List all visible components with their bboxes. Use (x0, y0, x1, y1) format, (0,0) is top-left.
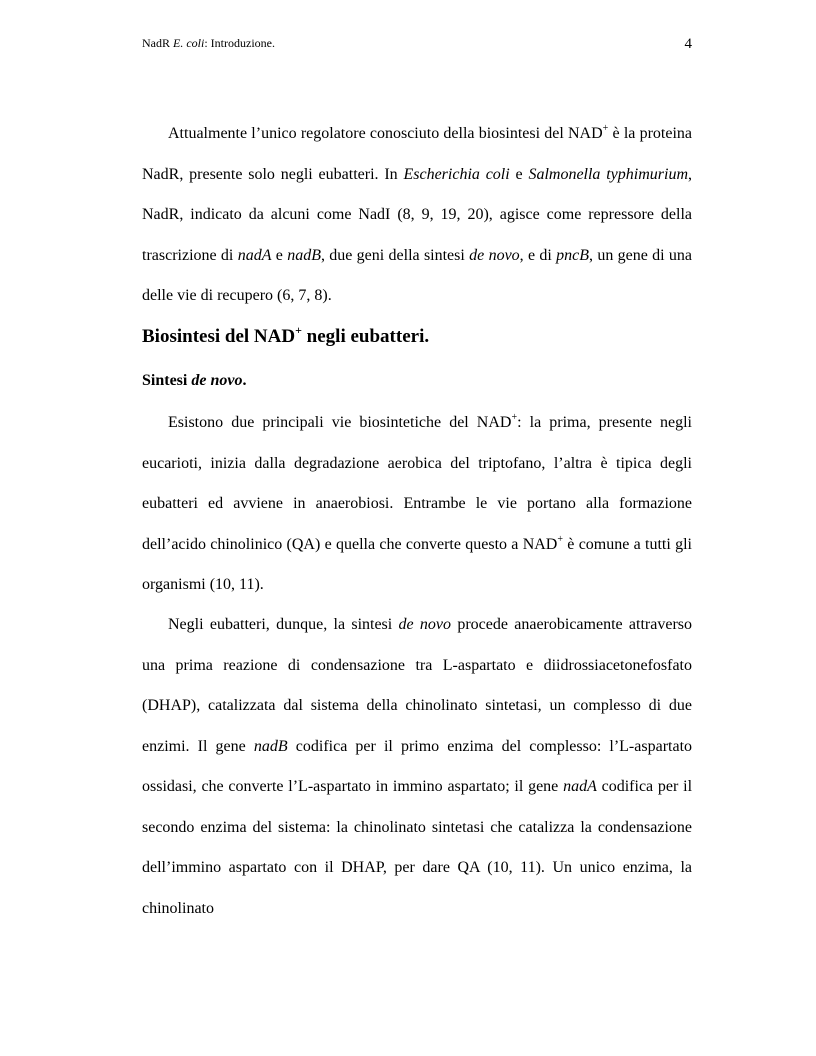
running-header (142, 36, 692, 56)
running-title: NadR E. coli: Introduzione. (142, 36, 275, 50)
page-number: 4 (684, 36, 692, 52)
subsection-heading: Sintesi de novo. (142, 372, 247, 389)
paragraph-pathways: Esistono due principali vie biosintetiche del NAD+: la prima, presente negli eucarioti, inizia dalla degradazione aerobica del triptofano, l’altra è tipica degli eubatteri ed avviene in anaerobiosi. Entrambe le vie portano alla formazione dell’acido chinolinico (QA) e quella che converte questo a NAD+ è comune a tutti gli organismi (10, 11). (142, 412, 693, 593)
paragraph-intro: Attualmente l’unico regolatore conosciuto della biosintesi del NAD+ è la proteina NadR, presente solo negli eubatteri. In Escherichia coli e Salmonella typhimurium, NadR, indicato da alcuni come NadI (8, 9, 19, 20), agisce come repressore della trascrizione di nadA e nadB, due geni della sintesi de novo, e di pncB, un gene di una delle vie di recupero (6, 7, 8). (142, 123, 693, 304)
paragraph-de-novo: Negli eubatteri, dunque, la sintesi de novo procede anaerobicamente attraverso una prima reazione di condensazione tra L-aspartato e diidrossiacetonefosfato (DHAP), catalizzata dal sistema della chinolinato sintetasi, un complesso di due enzimi. Il gene nadB codifica per il primo enzima del complesso: l’L-aspartato ossidasi, che converte l’L-aspartato in immino aspartato; il gene nadA codifica per il secondo enzima del sistema: la chinolinato sintetasi che catalizza la condensazione dell’immino aspartato con il DHAP, per dare QA (10, 11). Un unico enzima, la chinolinato (142, 616, 693, 917)
section-heading: Biosintesi del NAD+ negli eubatteri. (142, 323, 430, 347)
